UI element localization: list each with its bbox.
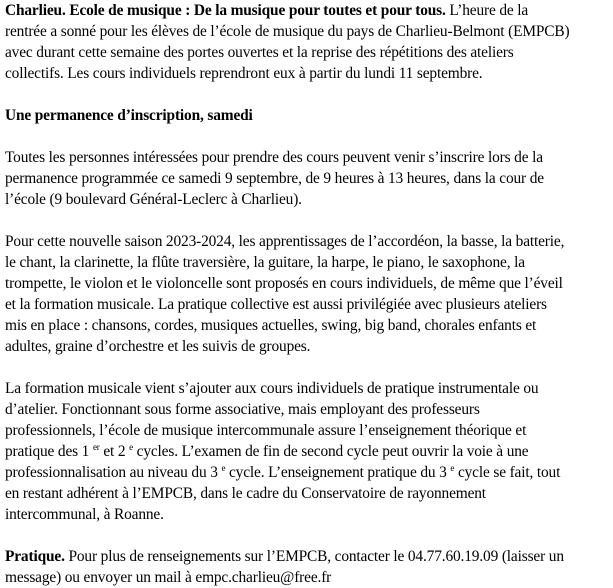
intro-paragraph [5, 0, 609, 84]
training-text-a: La formation musicale vient s’ajouter aux cours individuels de pratique instrumentale ou d’atelier. Fonctionnant sous forme associative, mais employant des professeurs professionnels, l’école de musique intercommunale assure l’enseignement théorique et pratique des 1 [5, 380, 539, 460]
intro-text: L’heure de la rentrée a sonné pour les élèves de l’école de musique du pays de Charlieu-Belmont (EMPCB) avec durant cette semaine des portes ouvertes et la reprise des répétitions des ateliers collectifs. Les cours individuels reprendront eux à partir du lundi 11 septembre. [5, 2, 570, 82]
subheading-paragraph [5, 105, 609, 126]
training-text-e: cycle se fait, tout en restant adhérent à l’EMPCB, dans le cadre du Conservatoire de rayonnement intercommunal, à Roanne. [5, 464, 561, 523]
article-headline: Charlieu. Ecole de musique : De la musique pour toutes et pour tous. [5, 2, 446, 19]
practical-label: Pratique. [5, 548, 65, 565]
superscript-e-2: e [221, 463, 226, 473]
superscript-e-3: e [450, 463, 455, 473]
training-text-c: cycles. L’examen de fin de second cycle peut ouvrir la voie à une professionnalisation au niveau du 3 [5, 443, 529, 481]
training-paragraph [5, 378, 609, 525]
registration-paragraph: Toutes les personnes intéressées pour prendre des cours peuvent venir s’inscrire lors de la permanence programmée ce samedi 9 septembre, de 9 heures à 13 heures, dans la cour de l’école (9 boulevard Général-Leclerc à Charlieu). [5, 149, 544, 208]
superscript-er: er [92, 442, 100, 452]
practical-text: Pour plus de renseignements sur l’EMPCB, contacter le 04.77.60.19.09 (laisser un message) ou envoyer un mail à empc.charlieu@free.fr [5, 548, 564, 586]
section-subheading: Une permanence d’inscription, samedi [5, 107, 253, 124]
superscript-e-1: e [129, 442, 133, 452]
article [5, 0, 609, 588]
practical-paragraph [5, 546, 609, 588]
training-text-b: et 2 [99, 443, 130, 460]
courses-paragraph: Pour cette nouvelle saison 2023-2024, les apprentissages de l’accordéon, la basse, la batterie, le chant, la clarinette, la flûte traversière, la guitare, la harpe, le piano, le saxophone, la trompette, le violon et le violoncelle sont proposés en cours individuels, de même que l’éveil et la formation musicale. La pratique collective est aussi privilégiée avec plusieurs ateliers mis en place : chansons, cordes, musiques actuelles, swing, big band, chorales enfants et adultes, graine d’orchestre et les suivis de groupes. [5, 233, 565, 355]
training-text-d: cycle. L’enseignement pratique du 3 [225, 464, 451, 481]
